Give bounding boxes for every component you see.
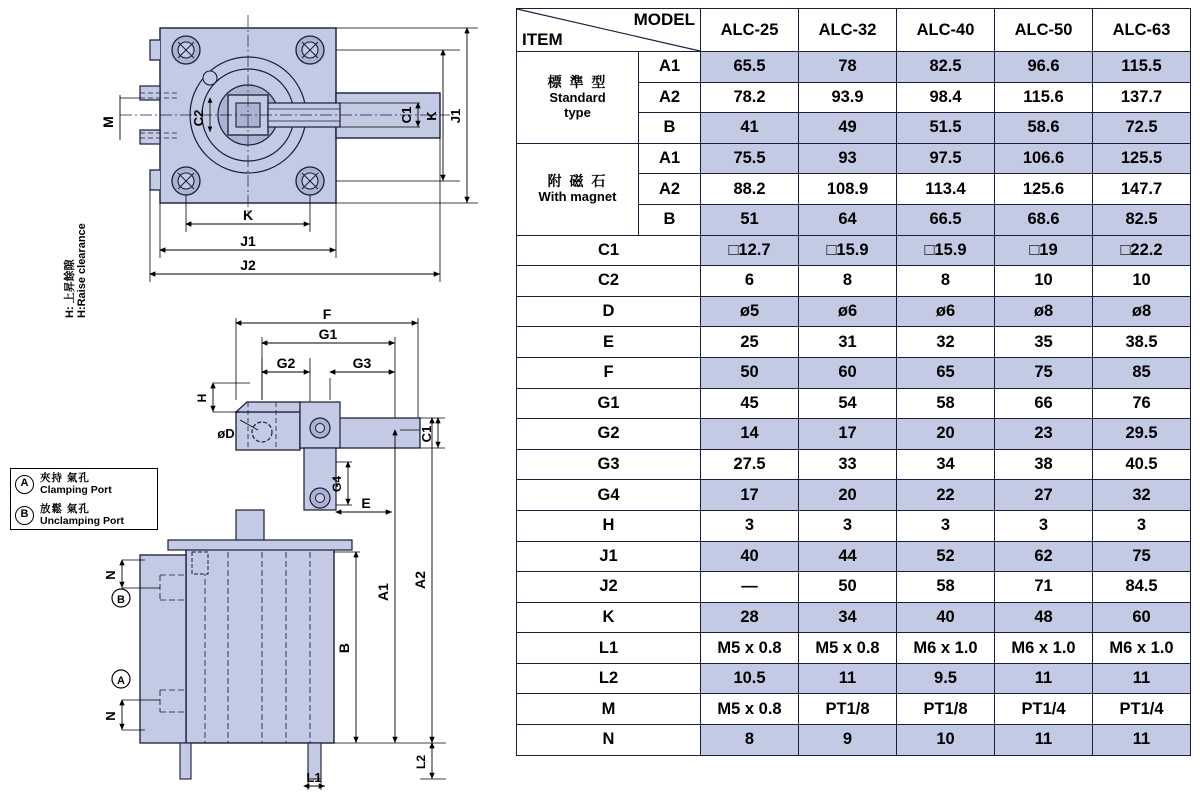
cell-B-ALC-25: 41 <box>701 113 799 144</box>
cell-L1-ALC-32: M5 x 0.8 <box>799 633 897 664</box>
cell-J2-ALC-63: 84.5 <box>1093 572 1191 603</box>
cell-E-ALC-63: 38.5 <box>1093 327 1191 358</box>
label-n-upper: N <box>103 570 118 580</box>
label-c1-front: C1 <box>419 425 434 443</box>
cell-H-ALC-50: 3 <box>995 510 1093 541</box>
row-label-C1: C1 <box>517 235 701 266</box>
cell-H-ALC-40: 3 <box>897 510 995 541</box>
cell-A2-ALC-63: 137.7 <box>1093 82 1191 113</box>
model-header-1: ALC-25 <box>701 9 799 52</box>
cell-C2-ALC-32: 8 <box>799 266 897 297</box>
table-row <box>517 52 1191 83</box>
cell-A2-ALC-40: 98.4 <box>897 82 995 113</box>
cell-J1-ALC-50: 62 <box>995 541 1093 572</box>
row-label-G4: G4 <box>517 480 701 511</box>
row-label-G1: G1 <box>517 388 701 419</box>
label-od: øD <box>217 426 235 441</box>
cell-E-ALC-32: 31 <box>799 327 897 358</box>
table-row <box>517 357 1191 388</box>
cell-G4-ALC-32: 20 <box>799 480 897 511</box>
cell-G3-ALC-40: 34 <box>897 449 995 480</box>
raise-clearance-cn: H: 上昇餘隙 <box>64 259 76 318</box>
cell-A1-ALC-50: 96.6 <box>995 52 1093 83</box>
legend-mark-b: B <box>15 506 34 525</box>
row-label-A1-1: A1 <box>639 52 701 83</box>
cell-L2-ALC-25: 10.5 <box>701 663 799 694</box>
cell-G4-ALC-50: 27 <box>995 480 1093 511</box>
label-m: M <box>100 116 116 128</box>
cell-D-ALC-32: ø6 <box>799 296 897 327</box>
table-row <box>517 572 1191 603</box>
legend-en-unclamping: Unclamping Port <box>40 514 125 527</box>
model-header-5: ALC-63 <box>1093 9 1191 52</box>
cell-B-ALC-50: 68.6 <box>995 204 1093 235</box>
table-row <box>517 602 1191 633</box>
row-label-L2: L2 <box>517 663 701 694</box>
cell-C2-ALC-25: 6 <box>701 266 799 297</box>
cell-G4-ALC-40: 22 <box>897 480 995 511</box>
cell-C1-ALC-50: □19 <box>995 235 1093 266</box>
spec-table <box>516 8 1191 756</box>
legend-cn-clamping: 夾持 氣孔 <box>40 472 90 484</box>
row-label-K: K <box>517 602 701 633</box>
cell-K-ALC-40: 40 <box>897 602 995 633</box>
row-label-G3: G3 <box>517 449 701 480</box>
cell-A1-ALC-32: 78 <box>799 52 897 83</box>
cell-N-ALC-32: 9 <box>799 725 897 756</box>
cell-E-ALC-25: 25 <box>701 327 799 358</box>
label-j2-bottom: J2 <box>240 257 256 273</box>
cell-A2-ALC-32: 108.9 <box>799 174 897 205</box>
cell-J2-ALC-50: 71 <box>995 572 1093 603</box>
label-a2: A2 <box>412 571 428 589</box>
cell-G2-ALC-25: 14 <box>701 419 799 450</box>
cell-L1-ALC-63: M6 x 1.0 <box>1093 633 1191 664</box>
table-corner-cell <box>517 9 701 52</box>
row-label-J2: J2 <box>517 572 701 603</box>
cell-L1-ALC-40: M6 x 1.0 <box>897 633 995 664</box>
cell-A2-ALC-25: 78.2 <box>701 82 799 113</box>
group-label-2: 附 磁 石 With magnet <box>517 143 639 235</box>
legend-text-clamping <box>40 473 112 496</box>
cell-G4-ALC-25: 17 <box>701 480 799 511</box>
model-header-3: ALC-40 <box>897 9 995 52</box>
table-row <box>517 143 1191 174</box>
cell-C2-ALC-50: 10 <box>995 266 1093 297</box>
row-label-N: N <box>517 725 701 756</box>
cell-G3-ALC-63: 40.5 <box>1093 449 1191 480</box>
cell-K-ALC-32: 34 <box>799 602 897 633</box>
cell-C2-ALC-63: 10 <box>1093 266 1191 297</box>
row-label-G2: G2 <box>517 419 701 450</box>
cell-C1-ALC-25: □12.7 <box>701 235 799 266</box>
table-row <box>517 663 1191 694</box>
cell-M-ALC-50: PT1/4 <box>995 694 1093 725</box>
group-label-1: 標 準 型 Standard type <box>517 52 639 144</box>
label-f: F <box>322 306 332 322</box>
row-label-E: E <box>517 327 701 358</box>
cell-G1-ALC-40: 58 <box>897 388 995 419</box>
cell-N-ALC-50: 11 <box>995 725 1093 756</box>
cell-G1-ALC-63: 76 <box>1093 388 1191 419</box>
table-row <box>517 633 1191 664</box>
cell-C1-ALC-32: □15.9 <box>799 235 897 266</box>
label-j1-vert: J1 <box>448 108 463 124</box>
cell-G2-ALC-40: 20 <box>897 419 995 450</box>
cell-J1-ALC-63: 75 <box>1093 541 1191 572</box>
label-g2: G2 <box>276 355 296 371</box>
table-row <box>517 725 1191 756</box>
drawing-svg <box>0 0 505 800</box>
spec-table-body <box>517 9 1191 756</box>
row-label-A2-1: A2 <box>639 82 701 113</box>
row-label-M: M <box>517 694 701 725</box>
raise-clearance-label <box>64 188 88 318</box>
label-g1: G1 <box>318 326 338 342</box>
legend-cn-unclamping: 放鬆 氣孔 <box>40 503 90 515</box>
table-row <box>517 449 1191 480</box>
cell-D-ALC-25: ø5 <box>701 296 799 327</box>
label-e: E <box>361 495 371 511</box>
row-label-H: H <box>517 510 701 541</box>
cell-F-ALC-32: 60 <box>799 357 897 388</box>
label-j1-bottom: J1 <box>240 233 256 249</box>
cell-A1-ALC-63: 115.5 <box>1093 52 1191 83</box>
cell-D-ALC-40: ø6 <box>897 296 995 327</box>
cell-M-ALC-32: PT1/8 <box>799 694 897 725</box>
cell-G4-ALC-63: 32 <box>1093 480 1191 511</box>
row-label-A2-2: A2 <box>639 174 701 205</box>
cell-L2-ALC-63: 11 <box>1093 663 1191 694</box>
table-row <box>517 419 1191 450</box>
model-header-4: ALC-50 <box>995 9 1093 52</box>
row-label-B-2: B <box>639 204 701 235</box>
front-view <box>103 306 446 790</box>
label-b: B <box>336 642 352 654</box>
cell-B-ALC-40: 51.5 <box>897 113 995 144</box>
cell-L1-ALC-50: M6 x 1.0 <box>995 633 1093 664</box>
technical-drawing-area <box>0 0 505 800</box>
cell-H-ALC-63: 3 <box>1093 510 1191 541</box>
cell-K-ALC-50: 48 <box>995 602 1093 633</box>
table-header-row <box>517 9 1191 52</box>
table-row <box>517 510 1191 541</box>
cell-G2-ALC-63: 29.5 <box>1093 419 1191 450</box>
cell-L2-ALC-40: 9.5 <box>897 663 995 694</box>
row-label-C2: C2 <box>517 266 701 297</box>
cell-B-ALC-40: 66.5 <box>897 204 995 235</box>
table-row <box>517 694 1191 725</box>
label-a1: A1 <box>375 583 391 601</box>
cell-A2-ALC-40: 113.4 <box>897 174 995 205</box>
table-row <box>517 327 1191 358</box>
label-g3: G3 <box>352 355 372 371</box>
cell-F-ALC-63: 85 <box>1093 357 1191 388</box>
cell-A1-ALC-25: 65.5 <box>701 52 799 83</box>
row-label-A1-2: A1 <box>639 143 701 174</box>
cell-C2-ALC-40: 8 <box>897 266 995 297</box>
cell-J2-ALC-40: 58 <box>897 572 995 603</box>
cell-A1-ALC-32: 93 <box>799 143 897 174</box>
cell-J2-ALC-32: 50 <box>799 572 897 603</box>
table-row <box>517 296 1191 327</box>
cell-L2-ALC-32: 11 <box>799 663 897 694</box>
row-label-L1: L1 <box>517 633 701 664</box>
cell-J2-ALC-25: — <box>701 572 799 603</box>
spec-table-container <box>516 8 1190 756</box>
cell-F-ALC-50: 75 <box>995 357 1093 388</box>
label-k-vert: K <box>424 111 439 121</box>
table-row <box>517 480 1191 511</box>
cell-A2-ALC-63: 147.7 <box>1093 174 1191 205</box>
cell-J1-ALC-25: 40 <box>701 541 799 572</box>
cell-G3-ALC-32: 33 <box>799 449 897 480</box>
cell-N-ALC-25: 8 <box>701 725 799 756</box>
cell-E-ALC-40: 32 <box>897 327 995 358</box>
cell-A1-ALC-40: 97.5 <box>897 143 995 174</box>
cell-D-ALC-63: ø8 <box>1093 296 1191 327</box>
cell-A2-ALC-50: 115.6 <box>995 82 1093 113</box>
model-header-2: ALC-32 <box>799 9 897 52</box>
raise-clearance-en: H:Raise clearance <box>76 223 88 318</box>
row-label-B-1: B <box>639 113 701 144</box>
cell-G2-ALC-50: 23 <box>995 419 1093 450</box>
cell-H-ALC-32: 3 <box>799 510 897 541</box>
cell-J1-ALC-32: 44 <box>799 541 897 572</box>
cell-A2-ALC-50: 125.6 <box>995 174 1093 205</box>
legend-mark-a: A <box>15 475 34 494</box>
cell-G3-ALC-50: 38 <box>995 449 1093 480</box>
label-l2: L2 <box>414 754 428 770</box>
label-g4: G4 <box>330 475 344 493</box>
table-row <box>517 541 1191 572</box>
cell-E-ALC-50: 35 <box>995 327 1093 358</box>
table-row <box>517 266 1191 297</box>
label-c1-top: C1 <box>399 106 414 124</box>
cell-K-ALC-25: 28 <box>701 602 799 633</box>
cell-A1-ALC-25: 75.5 <box>701 143 799 174</box>
cell-C1-ALC-63: □22.2 <box>1093 235 1191 266</box>
cell-G1-ALC-25: 45 <box>701 388 799 419</box>
cell-L1-ALC-25: M5 x 0.8 <box>701 633 799 664</box>
corner-model-label: MODEL <box>633 10 695 29</box>
cell-B-ALC-32: 64 <box>799 204 897 235</box>
cell-A2-ALC-25: 88.2 <box>701 174 799 205</box>
label-port-b: B <box>117 594 125 606</box>
top-view <box>100 15 478 282</box>
row-label-D: D <box>517 296 701 327</box>
legend-text-unclamping <box>40 504 124 527</box>
cell-N-ALC-63: 11 <box>1093 725 1191 756</box>
cell-B-ALC-32: 49 <box>799 113 897 144</box>
cell-A1-ALC-40: 82.5 <box>897 52 995 83</box>
label-port-a: A <box>117 675 125 687</box>
cell-J1-ALC-40: 52 <box>897 541 995 572</box>
cell-N-ALC-40: 10 <box>897 725 995 756</box>
cell-A1-ALC-63: 125.5 <box>1093 143 1191 174</box>
cell-A1-ALC-50: 106.6 <box>995 143 1093 174</box>
cell-K-ALC-63: 60 <box>1093 602 1191 633</box>
legend-item-clamping <box>11 469 157 500</box>
label-n-lower: N <box>103 711 118 721</box>
label-c2: C2 <box>191 109 206 127</box>
cell-B-ALC-50: 58.6 <box>995 113 1093 144</box>
label-h: H <box>195 393 209 403</box>
cell-G1-ALC-50: 66 <box>995 388 1093 419</box>
cell-B-ALC-63: 72.5 <box>1093 113 1191 144</box>
legend-item-unclamping <box>11 500 157 531</box>
row-label-J1: J1 <box>517 541 701 572</box>
cell-B-ALC-25: 51 <box>701 204 799 235</box>
label-l1: L1 <box>306 770 322 785</box>
cell-M-ALC-25: M5 x 0.8 <box>701 694 799 725</box>
cell-F-ALC-40: 65 <box>897 357 995 388</box>
cell-G3-ALC-25: 27.5 <box>701 449 799 480</box>
corner-item-label: ITEM <box>522 30 563 49</box>
cell-L2-ALC-50: 11 <box>995 663 1093 694</box>
table-row <box>517 235 1191 266</box>
cell-C1-ALC-40: □15.9 <box>897 235 995 266</box>
cell-M-ALC-40: PT1/8 <box>897 694 995 725</box>
legend-en-clamping: Clamping Port <box>40 483 112 496</box>
table-row <box>517 388 1191 419</box>
row-label-F: F <box>517 357 701 388</box>
cell-D-ALC-50: ø8 <box>995 296 1093 327</box>
cell-G2-ALC-32: 17 <box>799 419 897 450</box>
port-legend <box>10 468 158 530</box>
cell-F-ALC-25: 50 <box>701 357 799 388</box>
cell-M-ALC-63: PT1/4 <box>1093 694 1191 725</box>
cell-A2-ALC-32: 93.9 <box>799 82 897 113</box>
cell-H-ALC-25: 3 <box>701 510 799 541</box>
cell-G1-ALC-32: 54 <box>799 388 897 419</box>
cell-B-ALC-63: 82.5 <box>1093 204 1191 235</box>
label-k-bottom: K <box>242 207 254 223</box>
